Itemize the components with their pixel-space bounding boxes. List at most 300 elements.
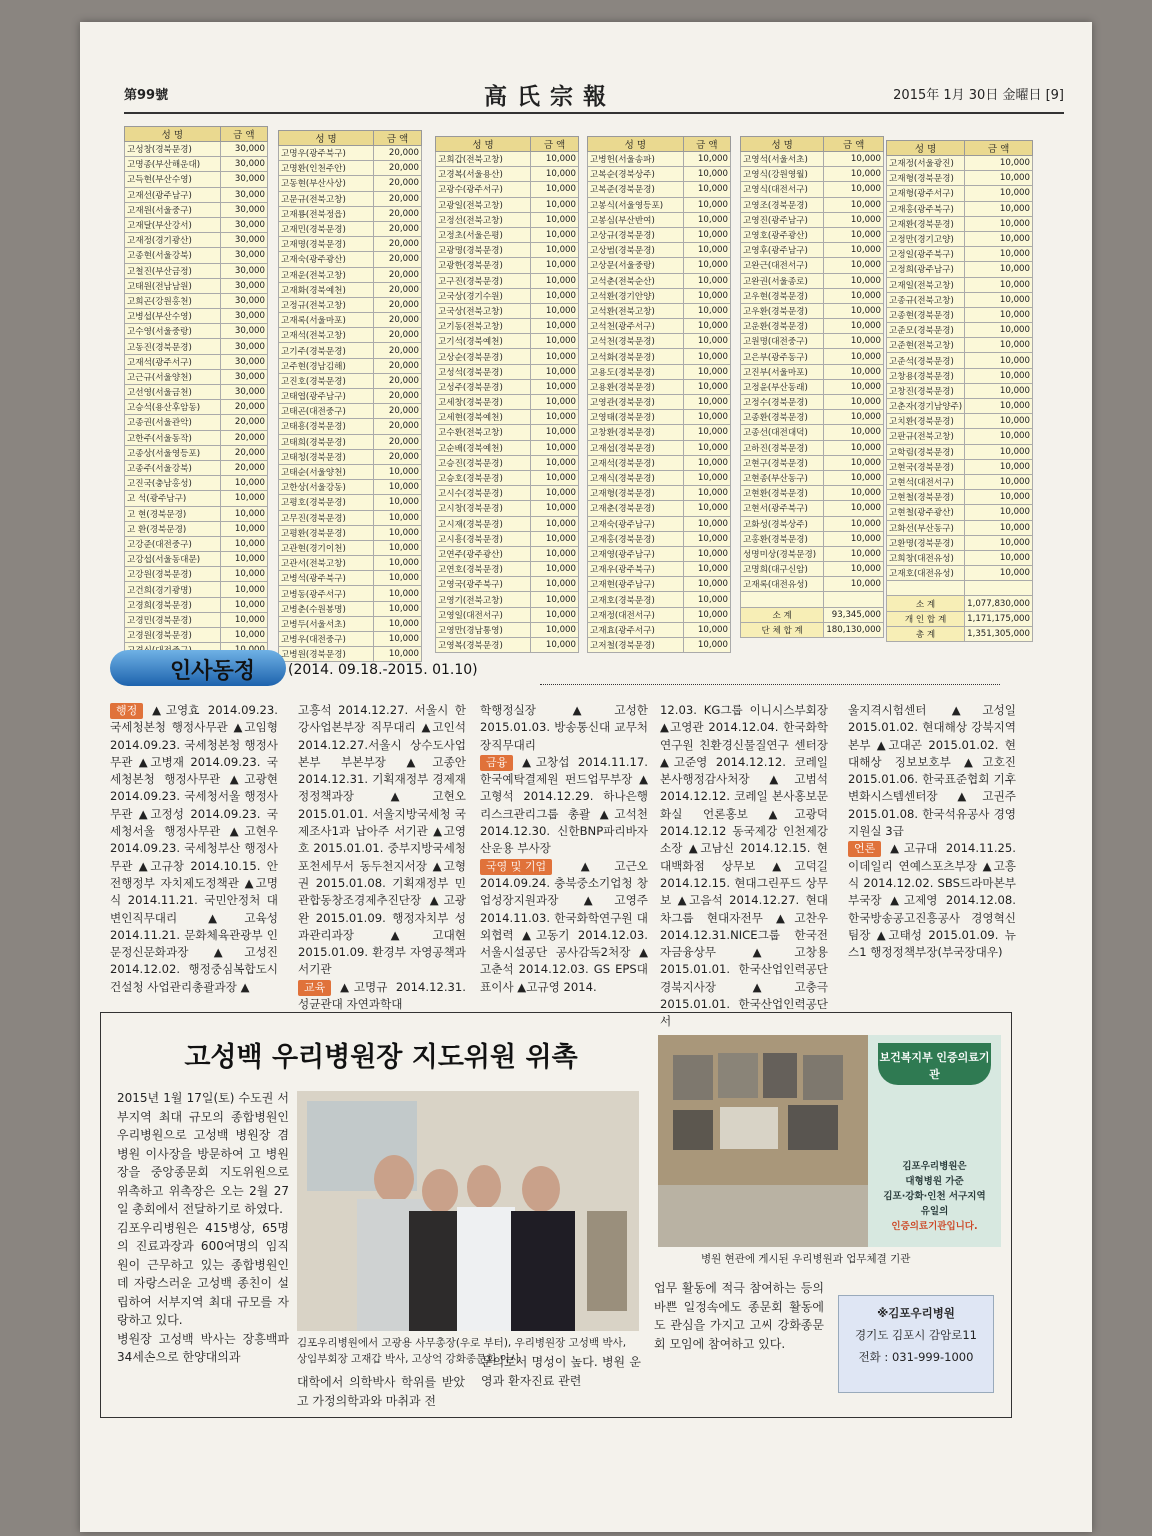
donation-table-3 (435, 136, 579, 653)
donation-amount: 10,000 (965, 368, 1033, 383)
donor-name: 고홍환(경북문경) (741, 531, 824, 546)
table-row (436, 227, 579, 242)
donation-amount: 10,000 (220, 476, 267, 491)
donor-name: 고한주(서울동작) (125, 430, 221, 445)
table-row (887, 505, 1033, 520)
newspaper-page (80, 22, 1092, 1532)
donor-name: 고은부(광주동구) (741, 349, 824, 364)
summary-amount: 93,345,000 (824, 607, 884, 622)
donation-amount: 20,000 (220, 415, 267, 430)
donation-amount: 10,000 (683, 501, 730, 516)
donor-name: 고수영(서울중랑) (125, 324, 221, 339)
table-row (125, 339, 268, 354)
table-row (588, 273, 731, 288)
donor-name: 고근규(서울양천) (125, 369, 221, 384)
donor-name: 고재우(광주북구) (588, 562, 684, 577)
table-row (125, 293, 268, 308)
donation-amount: 10,000 (531, 577, 579, 592)
table-row (279, 358, 422, 373)
table-row (279, 297, 422, 312)
table-row (279, 571, 422, 586)
donation-amount: 20,000 (374, 206, 422, 221)
donation-amount: 20,000 (220, 430, 267, 445)
donation-amount: 20,000 (374, 389, 422, 404)
donation-amount: 20,000 (374, 176, 422, 191)
table-row (741, 455, 884, 470)
donor-name: 고창진(경북문경) (887, 383, 965, 398)
donation-amount: 30,000 (220, 354, 267, 369)
name-header: 성 명 (125, 127, 221, 142)
donor-name: 고병춘(수원봉명) (279, 601, 374, 616)
table-row (125, 491, 268, 506)
table-row (125, 324, 268, 339)
donor-name: 고재화(경북예천) (279, 282, 374, 297)
table-row (588, 546, 731, 561)
donation-amount: 10,000 (374, 525, 422, 540)
donor-name: 고구진(경북문경) (436, 273, 531, 288)
donation-amount: 10,000 (531, 258, 579, 273)
donation-amount: 10,000 (683, 273, 730, 288)
donor-name: 고종권(서울관악) (125, 415, 221, 430)
table-row (436, 303, 579, 318)
donor-name: 고국상(경기수원) (436, 288, 531, 303)
donor-name: 고상순(경북문경) (436, 349, 531, 364)
table-row (741, 319, 884, 334)
donation-amount: 10,000 (683, 243, 730, 258)
article-column-2 (297, 1373, 465, 1410)
donation-amount: 10,000 (683, 455, 730, 470)
donor-name: 고평환(경북문경) (279, 525, 374, 540)
donation-amount: 10,000 (965, 186, 1033, 201)
donation-amount: 10,000 (824, 227, 884, 242)
donor-name: 고석천(광주서구) (588, 319, 684, 334)
table-row (125, 612, 268, 627)
table-row (887, 535, 1033, 550)
donation-amount: 10,000 (965, 292, 1033, 307)
table-row (279, 480, 422, 495)
donor-name: 고화선(부산동구) (887, 520, 965, 535)
donor-name: 고동진(경북문경) (125, 339, 221, 354)
article-title: 고성백 우리병원장 지도위원 위촉 (184, 1042, 578, 1073)
article-paragraph: 병원장 고성백 박사는 장흥백파 34세손으로 한양대의과 (117, 1331, 289, 1364)
table-row (436, 425, 579, 440)
name-header: 성 명 (279, 131, 374, 146)
donor-name: 고상문(서울중랑) (588, 258, 684, 273)
table-row (588, 501, 731, 516)
table-row (279, 237, 422, 252)
table-row (741, 501, 884, 516)
donor-name: 고종현(서울강북) (125, 248, 221, 263)
donation-amount: 10,000 (683, 258, 730, 273)
donation-amount: 10,000 (531, 638, 579, 653)
table-row (887, 566, 1033, 581)
donation-amount: 10,000 (531, 334, 579, 349)
summary-label: 총 계 (887, 626, 965, 641)
donation-amount: 30,000 (220, 339, 267, 354)
table-row (887, 459, 1033, 474)
donor-name: 고준석(경북문경) (887, 353, 965, 368)
table-row (588, 227, 731, 242)
donation-amount: 10,000 (374, 616, 422, 631)
summary-row (741, 607, 884, 622)
table-row (436, 562, 579, 577)
article-box (100, 1012, 1012, 1418)
donation-amount: 10,000 (683, 486, 730, 501)
donor-name: 고재록(대전유성) (741, 577, 824, 592)
table-row (125, 187, 268, 202)
name-header: 성 명 (588, 137, 684, 152)
donor-name: 고무진(경북문경) (279, 510, 374, 525)
donor-name: 고문규(전북고창) (279, 191, 374, 206)
table-row (125, 400, 268, 415)
donation-amount: 10,000 (683, 577, 730, 592)
donor-name: 고준현(전북고창) (887, 338, 965, 353)
donation-amount: 30,000 (220, 202, 267, 217)
donation-amount: 10,000 (824, 258, 884, 273)
article-column-3 (481, 1353, 641, 1390)
donation-table-5 (740, 136, 884, 638)
article-paragraph: 김포우리병원은 415병상, 65명의 진료과장과 600여명의 임직원이 근무하고 있는 종합병원인데 자랑스러운 고성백 종친이 설립하여 서부지역 최대 규모를 자랑하고 있다. (117, 1220, 289, 1327)
table-row (887, 323, 1033, 338)
donation-amount: 10,000 (965, 383, 1033, 398)
donation-amount: 10,000 (220, 582, 267, 597)
name-header: 성 명 (887, 141, 965, 156)
donation-amount: 10,000 (965, 414, 1033, 429)
group-photo-figures (297, 1091, 639, 1331)
donation-amount: 30,000 (220, 248, 267, 263)
donor-name: 고정희(광주남구) (887, 262, 965, 277)
donor-name: 고동현(부산사상) (279, 176, 374, 191)
table-row (588, 197, 731, 212)
donor-name: 고재정(서울광진) (887, 156, 965, 171)
donor-name: 고완권(서울종로) (741, 273, 824, 288)
table-row (125, 248, 268, 263)
donation-amount: 10,000 (824, 288, 884, 303)
donation-amount: 10,000 (824, 486, 884, 501)
donation-amount: 10,000 (531, 531, 579, 546)
donor-name: 고시흥(경북문경) (436, 531, 531, 546)
donor-name: 고희갑(전북고창) (436, 152, 531, 167)
donor-name: 고종규(전북고창) (887, 292, 965, 307)
personnel-column-4 (660, 702, 828, 1031)
donor-name: 고봉식(서울영등포) (588, 197, 684, 212)
table-spacer-row (887, 581, 1033, 596)
donation-amount: 20,000 (374, 161, 422, 176)
donation-amount: 10,000 (683, 531, 730, 546)
donor-name: 고기석(경북예천) (436, 334, 531, 349)
table-row (741, 349, 884, 364)
amount-header: 금 액 (220, 127, 267, 142)
table-row (588, 243, 731, 258)
donation-amount: 10,000 (824, 455, 884, 470)
donor-name: 고세현(경북예천) (436, 410, 531, 425)
table-row (279, 313, 422, 328)
table-row (741, 546, 884, 561)
donor-name: 고영국(광주북구) (436, 577, 531, 592)
section-date-range: (2014. 09.18.-2015. 01.10) (288, 662, 478, 678)
donor-name: 고재식(경북문경) (588, 470, 684, 485)
table-row (588, 470, 731, 485)
table-row (125, 385, 268, 400)
donation-amount: 10,000 (965, 535, 1033, 550)
donation-amount: 10,000 (965, 550, 1033, 565)
donation-amount: 10,000 (683, 425, 730, 440)
table-row (588, 531, 731, 546)
donation-amount: 10,000 (683, 303, 730, 318)
address-phone: 전화 : 031-999-1000 (858, 1350, 974, 1364)
donor-name: 고현석(대전서구) (887, 474, 965, 489)
donor-name: 고복순(경북상주) (588, 167, 684, 182)
table-row (125, 233, 268, 248)
donation-amount: 10,000 (824, 501, 884, 516)
table-row (279, 404, 422, 419)
donation-amount: 10,000 (683, 592, 730, 607)
table-row (436, 592, 579, 607)
donor-name: 고광일(전북고창) (436, 197, 531, 212)
donor-name: 고세창(경북문경) (436, 395, 531, 410)
table-row (588, 577, 731, 592)
donation-table-6 (886, 140, 1033, 642)
donor-name: 고승석(용산후암동) (125, 400, 221, 415)
table-row (125, 369, 268, 384)
table-row (279, 221, 422, 236)
donor-name: 고현철(광주광산) (887, 505, 965, 520)
table-header-row (887, 141, 1033, 156)
donation-amount: 10,000 (374, 510, 422, 525)
donor-name: 고재환(경북문경) (887, 216, 965, 231)
donation-amount: 10,000 (824, 470, 884, 485)
table-row (279, 495, 422, 510)
donation-amount: 10,000 (374, 632, 422, 647)
certification-heading: 보건복지부 인증의료기관 (878, 1043, 991, 1085)
donation-amount: 10,000 (683, 288, 730, 303)
donation-amount: 10,000 (824, 425, 884, 440)
donation-amount: 10,000 (824, 334, 884, 349)
personnel-column-5 (848, 702, 1016, 961)
table-row (741, 516, 884, 531)
donor-name: 고영식(대전서구) (741, 182, 824, 197)
article-paragraph: 업무 활동에 적극 참여하는 등의 바쁜 일정속에도 종문회 활동에도 관심을 가지고 고씨 강화종문회 모임에 참여하고 있다. (654, 1281, 824, 1351)
personnel-column-1 (110, 702, 278, 996)
table-row (887, 399, 1033, 414)
donation-table-4 (587, 136, 731, 653)
table-row (588, 638, 731, 653)
summary-amount: 180,130,000 (824, 622, 884, 637)
table-row (436, 440, 579, 455)
table-row (588, 258, 731, 273)
table-row (279, 328, 422, 343)
cert-line: 김포·강화·인천 서구지역 (883, 1191, 986, 1202)
table-row (588, 212, 731, 227)
table-row (125, 263, 268, 278)
tag-state-enterprise: 국영 및 기업 (480, 859, 552, 875)
table-row (588, 410, 731, 425)
table-row (125, 628, 268, 643)
donor-name: 고재명(경북문경) (279, 237, 374, 252)
donation-amount: 10,000 (683, 152, 730, 167)
donation-amount: 10,000 (824, 349, 884, 364)
donation-amount: 20,000 (374, 343, 422, 358)
amount-header: 금 액 (374, 131, 422, 146)
donation-amount: 10,000 (965, 171, 1033, 186)
donor-name: 고재춘(경북문경) (588, 501, 684, 516)
table-row (436, 546, 579, 561)
table-row (279, 373, 422, 388)
donor-name: 고강섭(서울동대문) (125, 552, 221, 567)
photo1-caption: 김포우리병원에서 고광용 사무총장(우로 부터), 우리병원장 고성백 박사, 상임부회장 고재갑 박사, 고상억 강화종문회 이사 (297, 1337, 627, 1365)
donation-amount: 10,000 (824, 319, 884, 334)
table-row (436, 152, 579, 167)
table-row (125, 506, 268, 521)
table-row (436, 273, 579, 288)
donor-name: 고상규(경북문경) (588, 227, 684, 242)
table-row (125, 521, 268, 536)
summary-row (887, 626, 1033, 641)
amount-header: 금 액 (824, 137, 884, 152)
table-row (887, 216, 1033, 231)
donation-amount: 20,000 (220, 445, 267, 460)
table-row (279, 556, 422, 571)
hospital-address-box (838, 1295, 994, 1393)
donation-amount: 30,000 (220, 385, 267, 400)
donation-amount: 10,000 (531, 486, 579, 501)
table-row (125, 278, 268, 293)
donor-name: 고태원(전남남원) (125, 278, 221, 293)
donor-name: 고병섭(부산수영) (125, 309, 221, 324)
certification-poster (868, 1035, 1001, 1247)
donation-amount: 10,000 (531, 501, 579, 516)
donor-name: 고재정(대전서구) (588, 607, 684, 622)
donor-name: 고영태(경북문경) (588, 410, 684, 425)
table-row (279, 510, 422, 525)
donor-name: 고병원(경북문경) (279, 647, 374, 662)
donor-name: 고승호(경북문경) (436, 470, 531, 485)
donor-name: 고연호(경북문경) (436, 562, 531, 577)
donor-name: 고성주(경북문경) (436, 379, 531, 394)
table-row (125, 567, 268, 582)
amount-header: 금 액 (683, 137, 730, 152)
donor-name: 고석천(경북문경) (588, 334, 684, 349)
donor-name: 고우환(경북문경) (741, 303, 824, 318)
donor-name: 고희창(대전유성) (887, 550, 965, 565)
donor-name: 고관현(경기이천) (279, 540, 374, 555)
donor-name: 고재형(경북문경) (887, 171, 965, 186)
table-row (887, 262, 1033, 277)
donation-amount: 10,000 (531, 303, 579, 318)
donation-amount: 10,000 (965, 399, 1033, 414)
summary-label: 소 계 (887, 596, 965, 611)
donor-name: 고재호(경북문경) (588, 592, 684, 607)
table-row (125, 476, 268, 491)
donor-name: 고영조(경북문경) (741, 197, 824, 212)
donation-amount: 20,000 (374, 373, 422, 388)
donation-amount: 10,000 (683, 227, 730, 242)
donor-name: 고태엽(광주남구) (279, 389, 374, 404)
donation-amount: 20,000 (374, 237, 422, 252)
table-row (279, 601, 422, 616)
donation-amount: 10,000 (220, 506, 267, 521)
donor-name: 고재섭(경북문경) (588, 440, 684, 455)
donor-name: 고영관(경북문경) (588, 395, 684, 410)
donation-amount: 10,000 (824, 273, 884, 288)
donor-name: 고재숙(광주광산) (279, 252, 374, 267)
table-row (436, 288, 579, 303)
donation-amount: 20,000 (374, 221, 422, 236)
donor-name: 고진부(서울마포) (741, 364, 824, 379)
table-row (741, 531, 884, 546)
donor-name: 고현구(경북문경) (741, 455, 824, 470)
table-row (887, 474, 1033, 489)
donation-amount: 20,000 (374, 358, 422, 373)
table-header-row (125, 127, 268, 142)
donation-amount: 10,000 (965, 231, 1033, 246)
donation-amount: 10,000 (965, 216, 1033, 231)
donor-name: 고종환(경북문경) (741, 410, 824, 425)
table-row (588, 379, 731, 394)
table-row (588, 319, 731, 334)
donation-amount: 10,000 (531, 273, 579, 288)
table-row (436, 167, 579, 182)
table-row (436, 258, 579, 273)
donor-name: 고연주(광주광산) (436, 546, 531, 561)
table-row (436, 486, 579, 501)
donor-name: 고우현(경북문경) (741, 288, 824, 303)
donor-name: 고영석(서울서초) (741, 152, 824, 167)
donor-name: 고강준(대전중구) (125, 536, 221, 551)
donation-amount: 10,000 (220, 612, 267, 627)
table-row (588, 622, 731, 637)
donor-name: 고명희(대구신암) (741, 562, 824, 577)
table-row (279, 419, 422, 434)
section-rule (540, 684, 1000, 685)
table-row (887, 353, 1033, 368)
table-row (125, 536, 268, 551)
donation-amount: 30,000 (220, 157, 267, 172)
donor-name: 고병헌(서울송파) (588, 152, 684, 167)
donor-name: 고승진(경북문경) (436, 455, 531, 470)
donor-name: 고석화(경북문경) (588, 349, 684, 364)
donor-name: 고창환(경북문경) (588, 425, 684, 440)
donor-name: 고재호(대전유성) (887, 566, 965, 581)
table-row (887, 368, 1033, 383)
donation-amount: 10,000 (374, 556, 422, 571)
table-row (588, 364, 731, 379)
donation-amount: 10,000 (374, 601, 422, 616)
table-row (887, 201, 1033, 216)
table-row (125, 142, 268, 157)
donation-amount: 30,000 (220, 187, 267, 202)
donation-amount: 10,000 (965, 459, 1033, 474)
table-row (887, 429, 1033, 444)
donation-amount: 10,000 (683, 546, 730, 561)
donor-name: 고병동(광주서구) (279, 586, 374, 601)
donor-name: 고태곤(대전중구) (279, 404, 374, 419)
donation-amount: 30,000 (220, 263, 267, 278)
tag-finance: 금융 (480, 755, 513, 771)
donor-name: 고재원(서울중구) (125, 202, 221, 217)
donation-amount: 10,000 (531, 167, 579, 182)
table-row (436, 243, 579, 258)
donor-name: 고영일(대전서구) (436, 607, 531, 622)
tag-education: 교육 (298, 980, 331, 996)
table-row (125, 202, 268, 217)
donor-name: 고재형(광주서구) (887, 186, 965, 201)
donation-amount: 20,000 (374, 434, 422, 449)
table-row (741, 577, 884, 592)
table-row (887, 414, 1033, 429)
donation-amount: 20,000 (374, 252, 422, 267)
donation-amount: 10,000 (683, 212, 730, 227)
